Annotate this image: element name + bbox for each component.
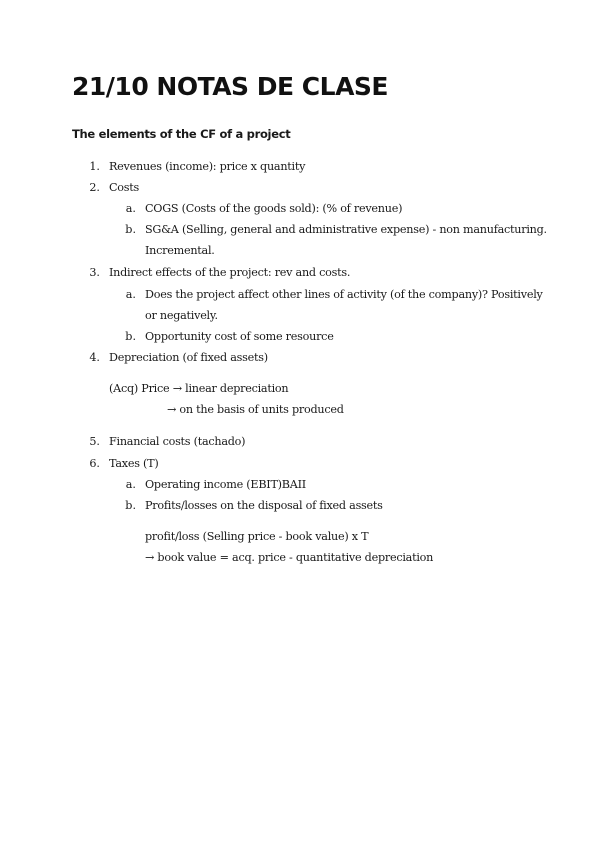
list-item-revenues: Revenues (income): price x quantity (109, 160, 306, 173)
list-item-depreciation: Depreciation (of fixed assets) (109, 351, 268, 364)
tax-note-2: → book value = acq. price - quantitative depreciation (145, 551, 434, 564)
section-heading: The elements of the CF of a project (72, 127, 291, 141)
sub-list-marker: b. (125, 223, 136, 236)
list-marker: 1. (89, 160, 100, 173)
list-item-indirect-effects: Indirect effects of the project: rev and costs. (109, 266, 351, 279)
sub-list-marker: a. (125, 288, 136, 301)
list-marker: 6. (89, 457, 100, 470)
page-title: 21/10 NOTAS DE CLASE (72, 72, 389, 101)
sub-item-profits-losses: Profits/losses on the disposal of fixed assets (145, 499, 383, 512)
sub-item-opportunity-cost: Opportunity cost of some resource (145, 330, 334, 343)
list-item-costs: Costs (109, 181, 140, 194)
list-marker: 4. (89, 351, 100, 364)
sub-item-cogs: COGS (Costs of the goods sold): (% of revenue) (145, 202, 403, 215)
tax-note-1: profit/loss (Selling price - book value) x T (145, 530, 369, 543)
sub-item-operating-income: Operating income (EBIT)BAII (145, 478, 306, 491)
sub-item-other-lines: Does the project affect other lines of activity (of the company)? Positively (145, 288, 543, 301)
sub-list-marker: a. (125, 202, 136, 215)
list-marker: 3. (89, 266, 100, 279)
sub-item-sga-continuation: Incremental. (145, 244, 215, 257)
sub-list-marker: a. (125, 478, 136, 491)
sub-list-marker: b. (125, 330, 136, 343)
list-item-taxes: Taxes (T) (109, 457, 159, 470)
list-marker: 2. (89, 181, 100, 194)
sub-list-marker: b. (125, 499, 136, 512)
list-item-financial-costs: Financial costs (tachado) (109, 435, 246, 448)
sub-item-other-lines-continuation: or negatively. (145, 309, 218, 322)
depreciation-note-2: → on the basis of units produced (167, 403, 344, 416)
list-marker: 5. (89, 435, 100, 448)
sub-item-sga: SG&A (Selling, general and administrative expense) - non manufacturing. (145, 223, 547, 236)
depreciation-note-1: (Acq) Price → linear depreciation (109, 382, 289, 395)
